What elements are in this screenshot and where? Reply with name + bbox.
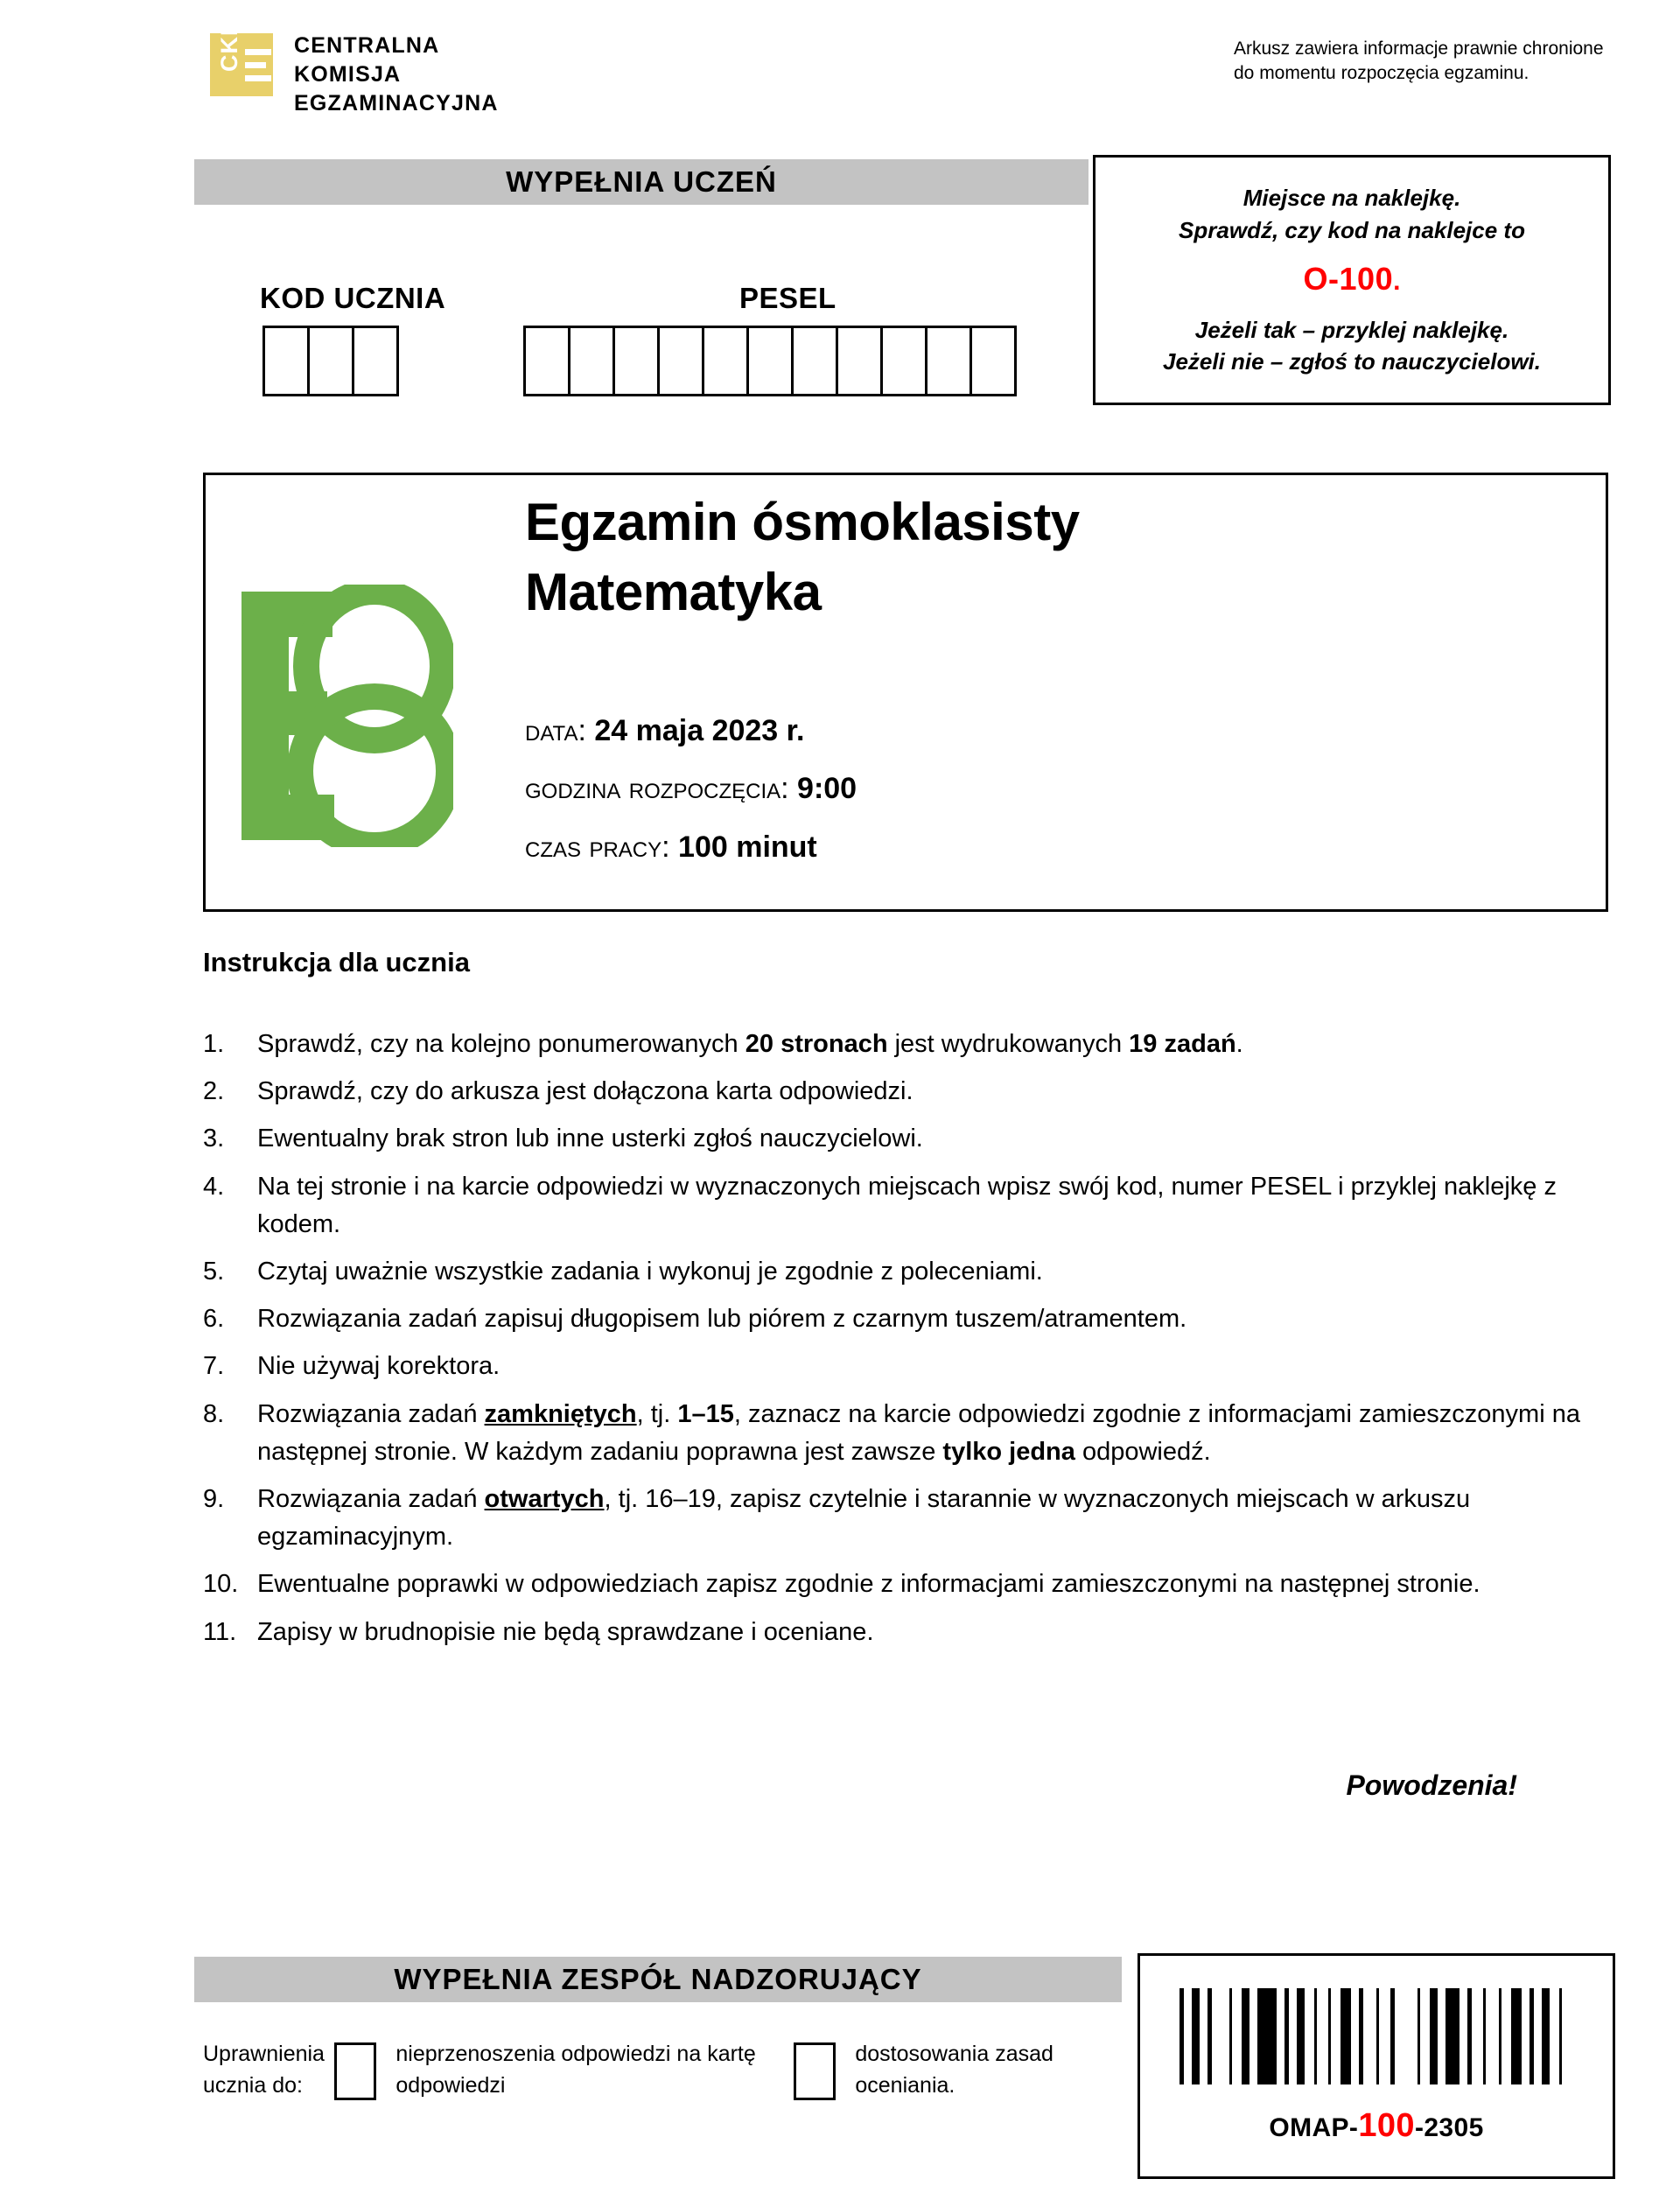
cke-logo-bar-bottom: [245, 75, 271, 81]
instruction-number: 5.: [203, 1258, 225, 1286]
barcode-bar: [1423, 1988, 1427, 2084]
barcode-bar: [1524, 1988, 1527, 2084]
barcode-bar: [1208, 1988, 1212, 2084]
input-cell[interactable]: [791, 326, 838, 396]
instruction-text: Rozwiązania zadań zamkniętych, tj. 1–15, zaznacz na karcie odpowiedzi zgodnie z informacjami zamieszczonymi na następnej stronie. W każdym zadaniu poprawna jest zawsze tylko jedna odpowiedź.: [257, 1399, 1580, 1466]
exam-start-label: godzina rozpoczęcia:: [525, 772, 789, 806]
barcode-bar: [1542, 1988, 1550, 2084]
instruction-item: [203, 1614, 1603, 1651]
page-header: [0, 0, 1680, 149]
exam-duration-row: [525, 825, 1382, 869]
exam-meta: [525, 709, 1382, 883]
instruction-text: Na tej stronie i na karcie odpowiedzi w wyznaczonych miejscach wpisz swój kod, numer PESEL i przyklej naklejkę z kodem.: [257, 1172, 1557, 1238]
exam-start-value: 9:00: [797, 772, 858, 806]
permission-option-1: nieprzenoszenia odpowiedzi na kartę odpowiedzi: [396, 2042, 756, 2098]
barcode-bar: [1307, 1988, 1312, 2084]
input-cell[interactable]: [307, 326, 354, 396]
instruction-number: 1.: [203, 1030, 225, 1058]
barcode-bar: [1530, 1988, 1534, 2084]
barcode-graphic: [1180, 1988, 1573, 2084]
barcode-suffix: -2305: [1414, 2112, 1484, 2142]
barcode-bar: [1474, 1988, 1480, 2084]
cke-logo-bar-middle: [245, 62, 266, 68]
instruction-text: Sprawdź, czy do arkusza jest dołączona karta odpowiedzi.: [257, 1077, 914, 1106]
e8-logo-svg: [234, 585, 453, 847]
permission-option-2: dostosowania zasad oceniania.: [855, 2042, 1054, 2098]
barcode-bar: [1320, 1988, 1326, 2084]
good-luck-note: Powodzenia!: [1346, 1769, 1517, 1801]
barcode-bar: [1376, 1988, 1379, 2084]
student-section-bar: WYPEŁNIA UCZEŃ: [194, 159, 1088, 205]
barcode-bar: [1314, 1988, 1317, 2084]
barcode-bar: [1180, 1988, 1184, 2084]
cke-logo: [210, 18, 273, 96]
instruction-number: 9.: [203, 1485, 225, 1514]
barcode-bar: [1202, 1988, 1205, 2084]
barcode-bar: [1418, 1988, 1420, 2084]
e8-logo: [234, 585, 453, 847]
sticker-placement-box: [1093, 155, 1611, 405]
exam-title: Egzamin ósmoklasisty: [525, 493, 1080, 551]
barcode-bar: [1499, 1988, 1502, 2084]
checkbox-nieprzenoszenia[interactable]: [334, 2042, 376, 2100]
input-cell[interactable]: [880, 326, 928, 396]
instruction-number: 8.: [203, 1399, 225, 1428]
permissions-label: Uprawnienia ucznia do:: [203, 2042, 325, 2098]
sticker-code-row: [1304, 256, 1401, 301]
supervisor-permissions: [203, 2039, 1122, 2101]
barcode-label: [1269, 2107, 1483, 2145]
supervisor-section-bar: WYPEŁNIA ZESPÓŁ NADZORUJĄCY: [194, 1957, 1122, 2002]
instruction-item: [203, 1396, 1603, 1471]
exam-date-label: data:: [525, 714, 586, 747]
instruction-item: [203, 1348, 1603, 1385]
instruction-number: 3.: [203, 1125, 225, 1153]
barcode-bar: [1279, 1988, 1282, 2084]
exam-start-row: [525, 767, 1382, 810]
instruction-item: [203, 1120, 1603, 1158]
cke-logo-text: CKE: [216, 18, 242, 72]
instruction-item: [203, 1481, 1603, 1556]
instructions-list: [203, 1026, 1603, 1661]
exam-duration-label: czas pracy:: [525, 830, 670, 864]
institution-name: [294, 32, 749, 118]
barcode-bar: [1430, 1988, 1438, 2084]
barcode-bar: [1235, 1988, 1239, 2084]
barcode-bar: [1511, 1988, 1522, 2084]
instruction-text: Rozwiązania zadań otwartych, tj. 16–19, zapisz czytelnie i starannie w wyznaczonych miejscach w arkuszu egzaminacyjnym.: [257, 1485, 1471, 1552]
kod-ucznia-label: KOD UCZNIA: [260, 282, 446, 314]
input-cell[interactable]: [612, 326, 660, 396]
barcode-bar: [1257, 1988, 1277, 2084]
barcode-bar: [1340, 1988, 1351, 2084]
barcode-bar: [1552, 1988, 1557, 2084]
instruction-number: 2.: [203, 1077, 225, 1106]
input-cell[interactable]: [262, 326, 310, 396]
instruction-item: [203, 1300, 1603, 1338]
instruction-item: [203, 1253, 1603, 1291]
exam-date-value: 24 maja 2023 r.: [594, 714, 805, 747]
barcode-bar: [1252, 1988, 1255, 2084]
instruction-text: Czytaj uważnie wszystkie zadania i wykonuj je zgodnie z poleceniami.: [257, 1258, 1043, 1286]
instructions-title: Instrukcja dla ucznia: [203, 947, 470, 977]
sticker-line-2: Sprawdź, czy kod na naklejce to: [1179, 216, 1525, 243]
barcode-code: 100: [1358, 2106, 1415, 2144]
instruction-number: 10.: [203, 1570, 239, 1599]
instruction-number: 7.: [203, 1352, 225, 1381]
instruction-number: 4.: [203, 1172, 225, 1201]
input-cell[interactable]: [657, 326, 704, 396]
barcode-bar: [1214, 1988, 1227, 2084]
barcode-bar: [1390, 1988, 1395, 2084]
sticker-line-1: Miejsce na naklejkę.: [1242, 184, 1461, 211]
barcode-bar: [1192, 1988, 1200, 2084]
input-cell[interactable]: [702, 326, 749, 396]
barcode-bar: [1462, 1988, 1465, 2084]
barcode-bar: [1504, 1988, 1508, 2084]
barcode-bar: [1328, 1988, 1331, 2084]
barcode-bar: [1359, 1988, 1363, 2084]
instruction-item: [203, 1168, 1603, 1244]
sticker-line-4: Jeżeli nie – zgłoś to nauczycielowi.: [1162, 348, 1542, 375]
instruction-text: Zapisy w brudnopisie nie będą sprawdzane i oceniane.: [257, 1617, 874, 1646]
barcode-bar: [1292, 1988, 1294, 2084]
barcode-bar: [1467, 1988, 1472, 2084]
institution-line-2: KOMISJA: [294, 62, 402, 87]
barcode-bar: [1242, 1988, 1250, 2084]
barcode-bar: [1186, 1988, 1189, 2084]
pesel-label: PESEL: [739, 282, 836, 314]
barcode-bar: [1382, 1988, 1388, 2084]
barcode-box: [1138, 1953, 1615, 2179]
input-cell[interactable]: [836, 326, 883, 396]
sticker-code-dot: .: [1393, 267, 1401, 297]
barcode-bar: [1366, 1988, 1374, 2084]
sticker-line-3: Jeżeli tak – przyklej naklejkę.: [1194, 316, 1509, 343]
barcode-bar: [1440, 1988, 1443, 2084]
barcode-bar: [1559, 1988, 1562, 2084]
barcode-prefix: OMAP-: [1269, 2112, 1359, 2142]
pesel-input[interactable]: [523, 326, 1017, 396]
input-cell[interactable]: [523, 326, 570, 396]
institution-line-1: CENTRALNA: [294, 33, 440, 58]
sticker-code: O-100: [1303, 261, 1394, 298]
input-cell[interactable]: [925, 326, 972, 396]
exam-subject: Matematyka: [525, 562, 822, 621]
exam-heading: [525, 492, 1382, 622]
instruction-item: [203, 1073, 1603, 1111]
instruction-text: Sprawdź, czy na kolejno ponumerowanych 20 stronach jest wydrukowanych 19 zadań.: [257, 1030, 1243, 1058]
barcode-bar: [1488, 1988, 1496, 2084]
input-cell[interactable]: [746, 326, 794, 396]
barcode-bar: [1397, 1988, 1415, 2084]
barcode-bar: [1334, 1988, 1338, 2084]
instruction-number: 6.: [203, 1305, 225, 1334]
barcode-bar: [1297, 1988, 1305, 2084]
input-cell[interactable]: [568, 326, 615, 396]
institution-line-3: EGZAMINACYJNA: [294, 91, 499, 116]
protection-notice: Arkusz zawiera informacje prawnie chronione do momentu rozpoczęcia egzaminu.: [1234, 39, 1604, 83]
exam-date-row: [525, 709, 1382, 753]
instruction-number: 11.: [203, 1617, 237, 1646]
barcode-bar: [1354, 1988, 1356, 2084]
barcode-bar: [1284, 1988, 1289, 2084]
instruction-text: Ewentualny brak stron lub inne usterki zgłoś nauczycielowi.: [257, 1125, 923, 1153]
checkbox-dostosowania[interactable]: [794, 2042, 836, 2100]
input-cell[interactable]: [970, 326, 1017, 396]
barcode-bar: [1446, 1988, 1460, 2084]
exam-duration-value: 100 minut: [678, 830, 817, 864]
instruction-item: [203, 1566, 1603, 1603]
instruction-item: [203, 1026, 1603, 1063]
cke-logo-bar-top: [245, 49, 271, 55]
barcode-bar: [1483, 1988, 1486, 2084]
input-cell[interactable]: [352, 326, 399, 396]
instruction-text: Ewentualne poprawki w odpowiedziach zapisz zgodnie z informacjami zamieszczonymi na następnej stronie.: [257, 1570, 1480, 1599]
instruction-text: Nie używaj korektora.: [257, 1352, 500, 1381]
kod-ucznia-input[interactable]: [262, 326, 399, 396]
instruction-text: Rozwiązania zadań zapisuj długopisem lub piórem z czarnym tuszem/atramentem.: [257, 1305, 1187, 1334]
barcode-bar: [1564, 1988, 1571, 2084]
barcode-bar: [1229, 1988, 1232, 2084]
barcode-bar: [1536, 1988, 1539, 2084]
